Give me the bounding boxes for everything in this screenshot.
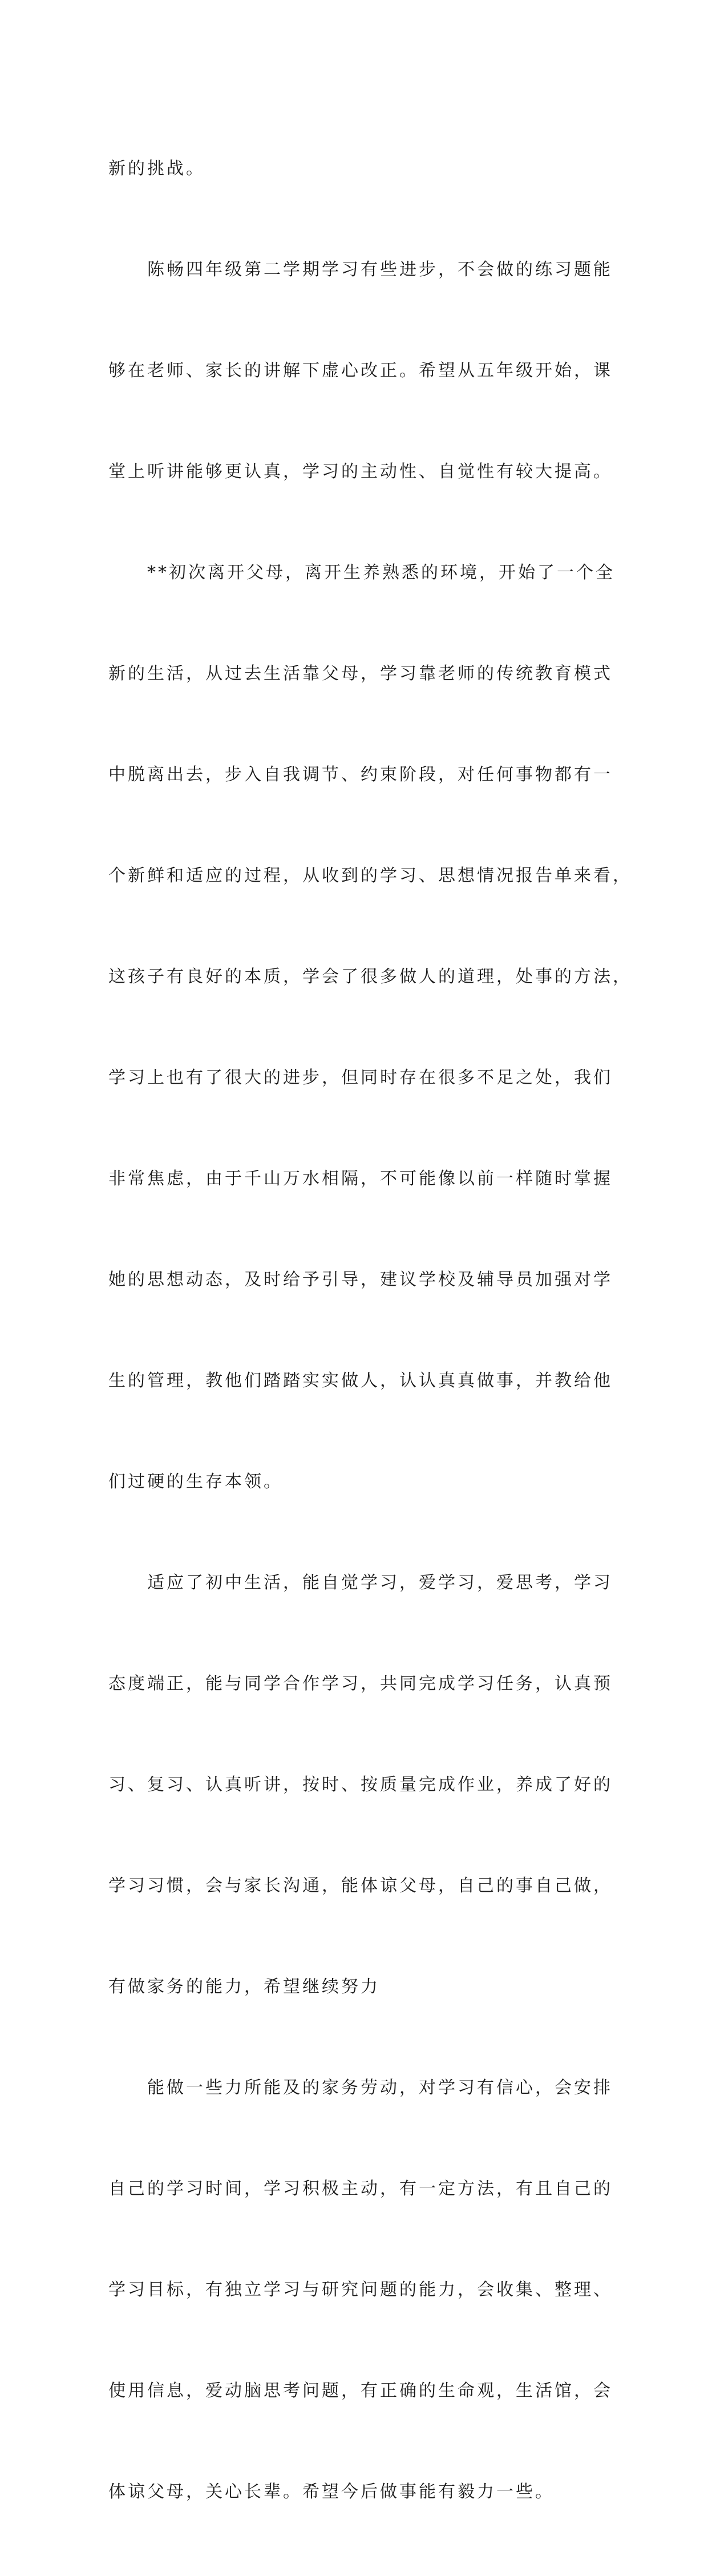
text-line: 新的挑战。 — [108, 159, 205, 179]
text-line: 中脱离出去，步入自我调节、约束阶段，对任何事物都有一 — [108, 765, 613, 785]
text-line: 习、复习、认真听讲，按时、按质量完成作业，养成了好的 — [108, 1775, 613, 1795]
text-line: 陈畅四年级第二学期学习有些进步，不会做的练习题能 — [108, 260, 613, 280]
text-line: **初次离开父母，离开生养熟悉的环境，开始了一个全 — [108, 563, 615, 583]
text-line: 学习上也有了很大的进步，但同时存在很多不足之处，我们 — [108, 1068, 613, 1088]
text-line: 态度端正，能与同学合作学习，共同完成学习任务，认真预 — [108, 1674, 613, 1694]
text-line: 这孩子有良好的本质，学会了很多做人的道理，处事的方法， — [108, 967, 632, 987]
text-line: 使用信息，爱动脑思考问题，有正确的生命观，生活馆，会 — [108, 2381, 613, 2401]
text-line: 学习目标，有独立学习与研究问题的能力，会收集、整理、 — [108, 2280, 613, 2300]
text-line: 新的生活，从过去生活靠父母，学习靠老师的传统教育模式 — [108, 664, 613, 684]
text-line: 能做一些力所能及的家务劳动，对学习有信心，会安排 — [108, 2078, 613, 2098]
text-line: 自己的学习时间，学习积极主动，有一定方法，有且自己的 — [108, 2179, 613, 2199]
text-line: 适应了初中生活，能自觉学习，爱学习，爱思考，学习 — [108, 1573, 613, 1593]
text-line: 堂上听讲能够更认真，学习的主动性、自觉性有较大提高。 — [108, 462, 613, 482]
text-line: 体谅父母，关心长辈。希望今后做事能有毅力一些。 — [108, 2482, 555, 2502]
text-line: 非常焦虑，由于千山万水相隔，不可能像以前一样随时掌握 — [108, 1169, 613, 1189]
text-line: 够在老师、家长的讲解下虚心改正。希望从五年级开始，课 — [108, 361, 613, 381]
text-line: 个新鲜和适应的过程，从收到的学习、思想情况报告单来看， — [108, 866, 632, 886]
text-line: 生的管理，教他们踏踏实实做人，认认真真做事，并教给他 — [108, 1371, 613, 1391]
text-line: 学习习惯，会与家长沟通，能体谅父母，自己的事自己做， — [108, 1876, 613, 1896]
text-line: 们过硬的生存本领。 — [108, 1472, 283, 1492]
text-line: 她的思想动态，及时给予引导，建议学校及辅导员加强对学 — [108, 1270, 613, 1290]
document-body — [108, 84, 632, 2576]
text-line: 有做家务的能力，希望继续努力 — [108, 1977, 380, 1997]
